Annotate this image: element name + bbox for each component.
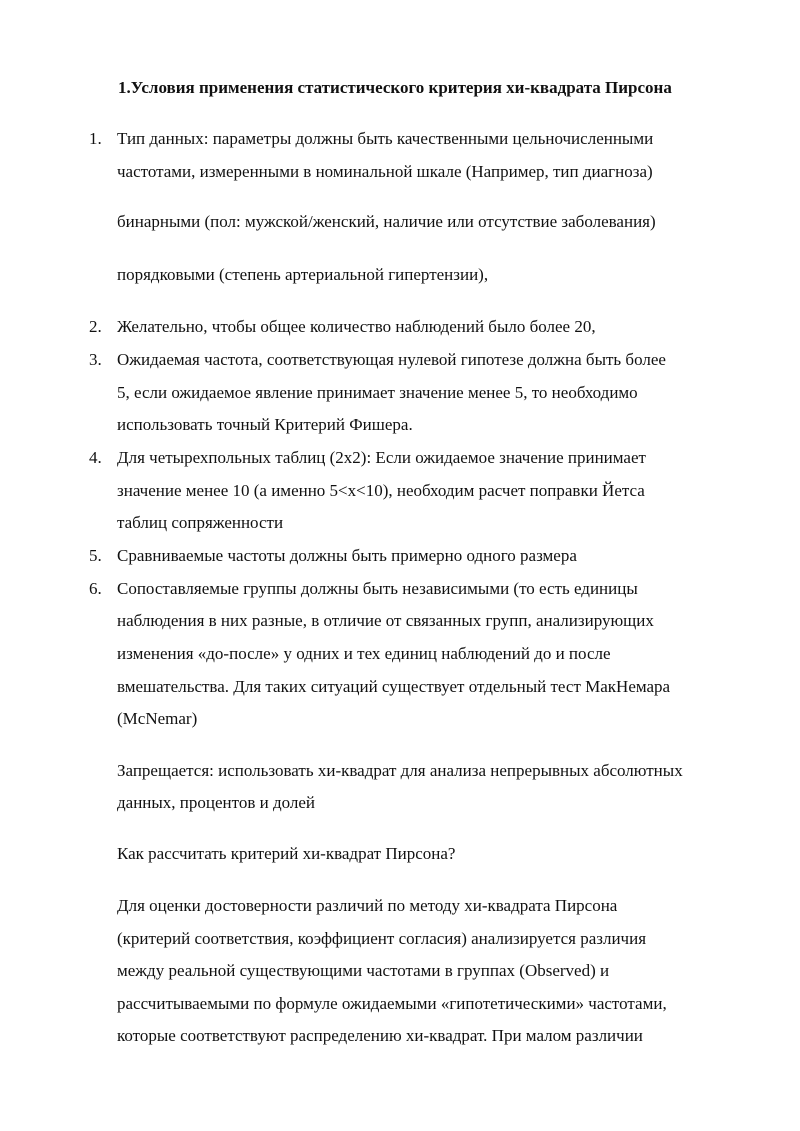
list-item-text: Ожидаемая частота, соответствующая нулевой гипотезе должна быть более — [117, 350, 666, 369]
list-item-text: 5, если ожидаемое явление принимает значение менее 5, то необходимо — [117, 383, 638, 402]
list-item-text: наблюдения в них разные, в отличие от связанных групп, анализирующих — [117, 611, 654, 630]
list-item-number: 4. — [89, 448, 102, 467]
list-item-text: (McNemar) — [117, 709, 198, 728]
list-item-number: 1. — [89, 129, 102, 148]
list-item-number: 6. — [89, 579, 102, 598]
list-item-text: значение менее 10 (а именно 5<x<10), необходим расчет поправки Йетса — [117, 481, 645, 500]
list-item-number: 2. — [89, 317, 102, 336]
list-item-number: 3. — [89, 350, 102, 369]
paragraph-text: рассчитываемыми по формуле ожидаемыми «гипотетическими» частотами, — [117, 994, 667, 1013]
list-item-text: порядковыми (степень артериальной гипертензии), — [117, 265, 489, 284]
paragraph-text: которые соответствуют распределению хи-квадрат. При малом различии — [117, 1026, 643, 1045]
list-item-text: таблиц сопряженности — [117, 513, 284, 532]
list-item-text: вмешательства. Для таких ситуаций существует отдельный тест МакНемара — [117, 677, 671, 696]
list-item-number: 5. — [89, 546, 102, 565]
list-item-text: Для четырехпольных таблиц (2х2): Если ожидаемое значение принимает — [117, 448, 646, 467]
list-item-text: Сопоставляемые группы должны быть независимыми (то есть единицы — [117, 579, 638, 598]
paragraph-text: Для оценки достоверности различий по методу хи-квадрата Пирсона — [117, 896, 618, 915]
list-item-text: частотами, измеренными в номинальной шкале (Например, тип диагноза) — [117, 162, 653, 181]
list-item-text: изменения «до-после» у одних и тех единиц наблюдений до и после — [117, 644, 611, 663]
prohibition-text: Запрещается: использовать хи-квадрат для анализа непрерывных абсолютных — [117, 761, 683, 780]
list-item-text: бинарными (пол: мужской/женский, наличие или отсутствие заболевания) — [117, 212, 656, 231]
list-item-text: использовать точный Критерий Фишера. — [117, 415, 413, 434]
list-item-text: Сравниваемые частоты должны быть примерно одного размера — [117, 546, 577, 565]
paragraph-text: (критерий соответствия, коэффициент согласия) анализируется различия — [117, 929, 647, 948]
question-heading: Как рассчитать критерий хи-квадрат Пирсона? — [117, 844, 456, 863]
paragraph-text: между реальной существующими частотами в группах (Observed) и — [117, 961, 610, 980]
list-item-text: Тип данных: параметры должны быть качественными цельночисленными — [117, 129, 654, 148]
section-title: 1.Условия применения статистического критерия хи-квадрата Пирсона — [118, 78, 672, 97]
list-item-text: Желательно, чтобы общее количество наблюдений было более 20, — [117, 317, 596, 336]
prohibition-text: данных, процентов и долей — [117, 793, 316, 812]
